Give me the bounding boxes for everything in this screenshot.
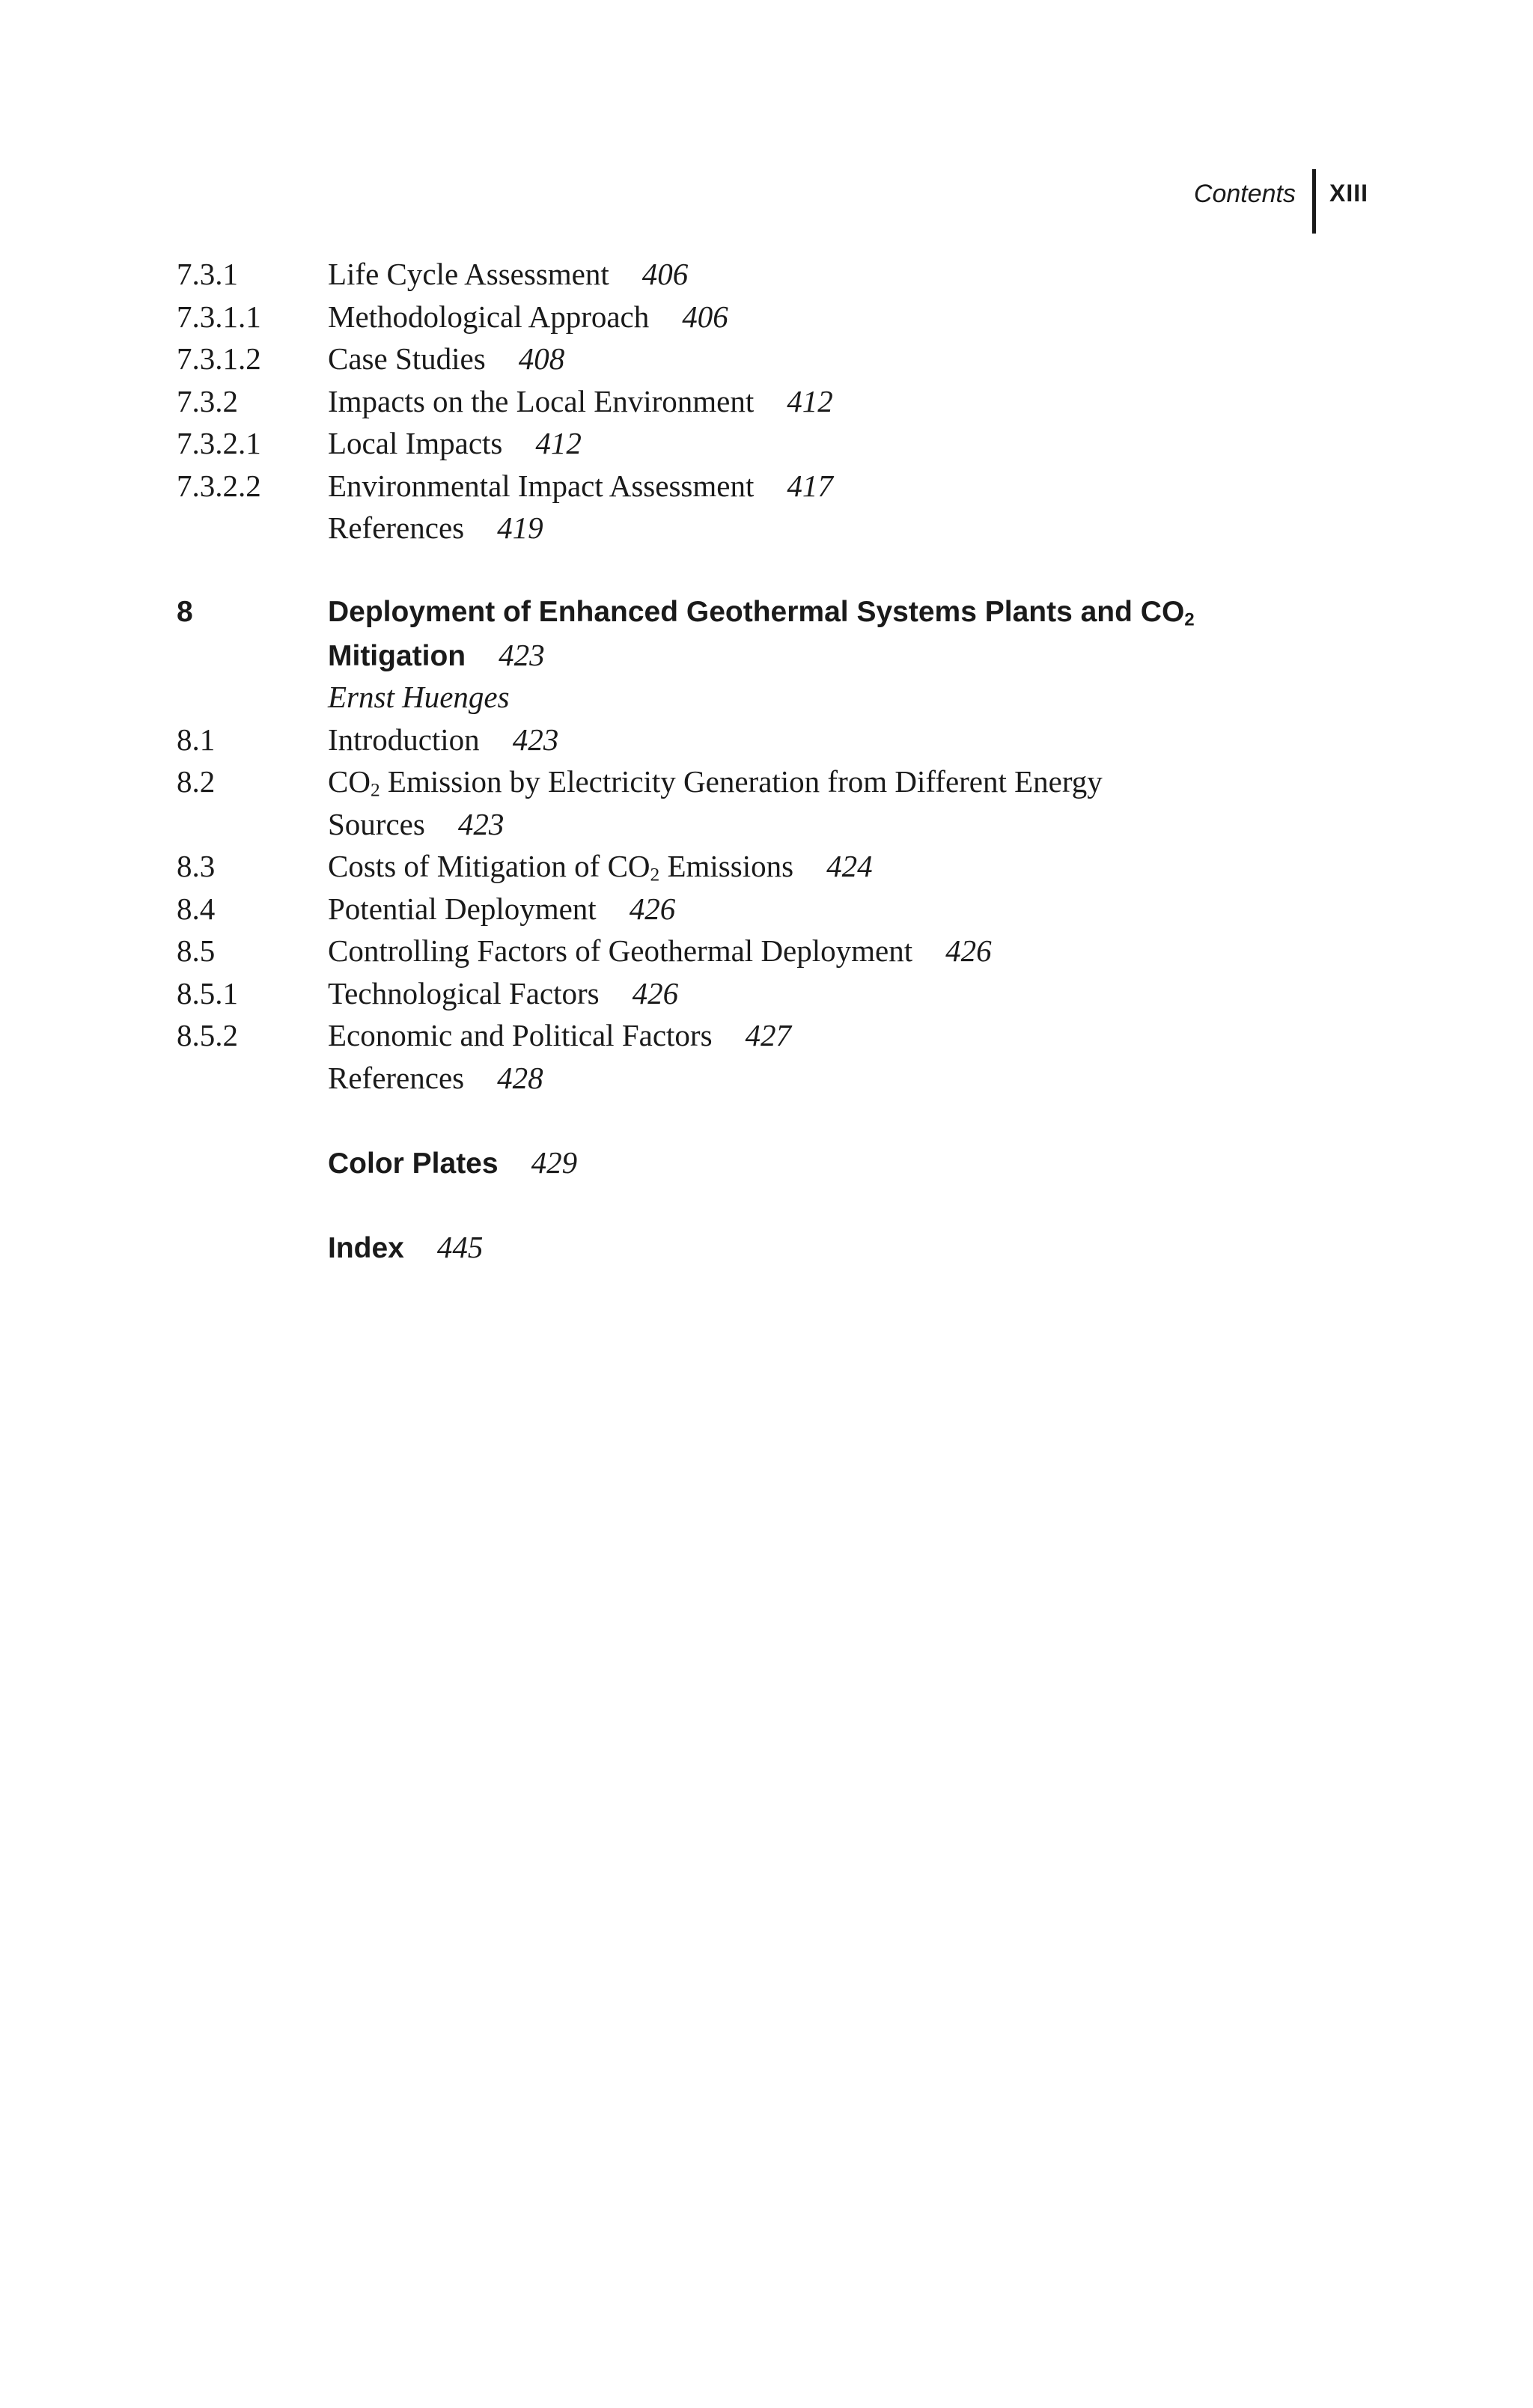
toc-entry-page: 426 xyxy=(945,933,992,968)
toc-entry-number: 8.3 xyxy=(177,849,216,883)
chapter-title-text: Deployment of Enhanced Geothermal Systems Plants and CO xyxy=(328,596,1185,628)
section-spacer xyxy=(177,1183,1374,1226)
toc-entry-8-3 xyxy=(177,845,1374,888)
toc-entry-title: Local Impacts xyxy=(328,426,503,460)
toc-entry-title: Economic and Political Factors xyxy=(328,1018,713,1052)
toc-chapter-8-heading-cont xyxy=(177,634,1374,677)
toc-title-subscript: 2 xyxy=(650,864,660,886)
toc-entry-number: 8.2 xyxy=(177,764,216,799)
toc-entry-title-line2: Sources xyxy=(328,806,425,841)
toc-entry-page: 423 xyxy=(512,722,559,757)
toc-entry-title: References xyxy=(328,510,465,545)
toc-entry-page: 417 xyxy=(787,468,833,503)
toc-entry-7-3-2-2 xyxy=(177,465,1374,507)
toc-entry-page: 419 xyxy=(497,510,543,545)
toc-title-part: Costs of Mitigation of CO xyxy=(328,849,650,883)
toc-entry-title: Impacts on the Local Environment xyxy=(328,383,755,418)
toc-entry-number: 8.1 xyxy=(177,722,216,757)
toc-entry-number: 8.5.2 xyxy=(177,1018,238,1052)
toc-entry-page: 412 xyxy=(787,383,833,418)
toc-entry-8-5 xyxy=(177,930,1374,972)
toc-entry-title: Introduction xyxy=(328,722,480,757)
section-spacer xyxy=(177,549,1374,592)
toc-entry-7-3-1 xyxy=(177,253,1374,296)
toc-entry-number: 7.3.1.2 xyxy=(177,341,261,376)
toc-entry-page: 406 xyxy=(641,257,689,291)
toc-entry-page: 426 xyxy=(629,891,676,926)
chapter-title-subscript: 2 xyxy=(1184,609,1195,630)
chapter-title-line1 xyxy=(328,591,1195,634)
toc-entry-page: 426 xyxy=(632,975,679,1011)
toc-entry-page: 445 xyxy=(436,1229,484,1264)
toc-entry-8-2-cont xyxy=(177,803,1374,846)
toc-entry-8-5-1 xyxy=(177,972,1374,1015)
toc-chapter-8-heading xyxy=(177,591,1374,634)
toc-chapter-8-author xyxy=(177,676,1374,719)
toc-entry-number: 8.4 xyxy=(177,891,216,926)
chapter-number: 8 xyxy=(177,596,193,628)
toc-entry-title: Case Studies xyxy=(328,341,486,376)
toc-entry-7-3-1-1 xyxy=(177,296,1374,338)
toc-entry-color-plates xyxy=(177,1141,1374,1184)
toc-entry-title: Environmental Impact Assessment xyxy=(328,468,755,503)
toc-entry-number: 8.5 xyxy=(177,933,216,968)
header-vertical-rule xyxy=(1312,169,1316,234)
chapter-title-line2: Mitigation xyxy=(328,639,466,672)
toc-entry-title xyxy=(328,845,793,888)
toc-entry-page: 423 xyxy=(457,806,505,841)
section-spacer xyxy=(177,1099,1374,1141)
toc-entry-8-1 xyxy=(177,719,1374,761)
toc-entry-8-4 xyxy=(177,888,1374,930)
toc-entry-title: Index xyxy=(328,1231,404,1264)
toc-entry-page: 428 xyxy=(497,1060,543,1095)
chapter-author: Ernst Huenges xyxy=(328,680,510,714)
toc-entry-title xyxy=(328,760,1103,803)
toc-entry-page: 406 xyxy=(682,299,728,334)
toc-entry-title: Life Cycle Assessment xyxy=(328,257,609,291)
toc-title-part: Emissions xyxy=(659,849,794,883)
toc-entry-title: References xyxy=(328,1060,465,1095)
toc-entry-number: 7.3.1 xyxy=(177,257,238,291)
toc-entry-page: 429 xyxy=(531,1144,578,1180)
toc-entry-number: 8.5.1 xyxy=(177,975,238,1011)
toc-title-subscript: 2 xyxy=(370,779,380,801)
page-number: XIII xyxy=(1329,180,1368,207)
table-of-contents xyxy=(177,253,1374,1268)
toc-entry-title: Controlling Factors of Geothermal Deployment xyxy=(328,933,913,968)
toc-entry-title: Color Plates xyxy=(328,1147,499,1180)
running-header-section: Contents xyxy=(1193,180,1296,208)
toc-entry-number: 7.3.2.2 xyxy=(177,468,261,503)
toc-entry-page: 408 xyxy=(518,341,565,376)
toc-entry-title: Technological Factors xyxy=(328,975,600,1011)
toc-entry-chapter8-references xyxy=(177,1057,1374,1100)
toc-entry-index xyxy=(177,1226,1374,1269)
toc-entry-page: 423 xyxy=(499,637,545,672)
toc-entry-page: 412 xyxy=(535,426,582,460)
toc-entry-7-3-2 xyxy=(177,380,1374,423)
toc-entry-number: 7.3.2.1 xyxy=(177,426,261,460)
toc-entry-7-3-1-2 xyxy=(177,338,1374,380)
toc-entry-chapter7-references xyxy=(177,507,1374,549)
toc-entry-page: 427 xyxy=(745,1018,792,1052)
toc-title-part: CO xyxy=(328,764,371,799)
toc-entry-title: Methodological Approach xyxy=(328,299,650,334)
toc-entry-number: 7.3.1.1 xyxy=(177,299,261,334)
toc-entry-page: 424 xyxy=(826,849,873,883)
toc-entry-title: Potential Deployment xyxy=(328,891,597,926)
toc-entry-number: 7.3.2 xyxy=(177,383,238,418)
toc-entry-8-2 xyxy=(177,760,1374,803)
toc-entry-7-3-2-1 xyxy=(177,422,1374,465)
running-header xyxy=(1194,169,1368,234)
toc-title-part: Emission by Electricity Generation from Different Energy xyxy=(380,764,1103,799)
toc-entry-8-5-2 xyxy=(177,1014,1374,1057)
